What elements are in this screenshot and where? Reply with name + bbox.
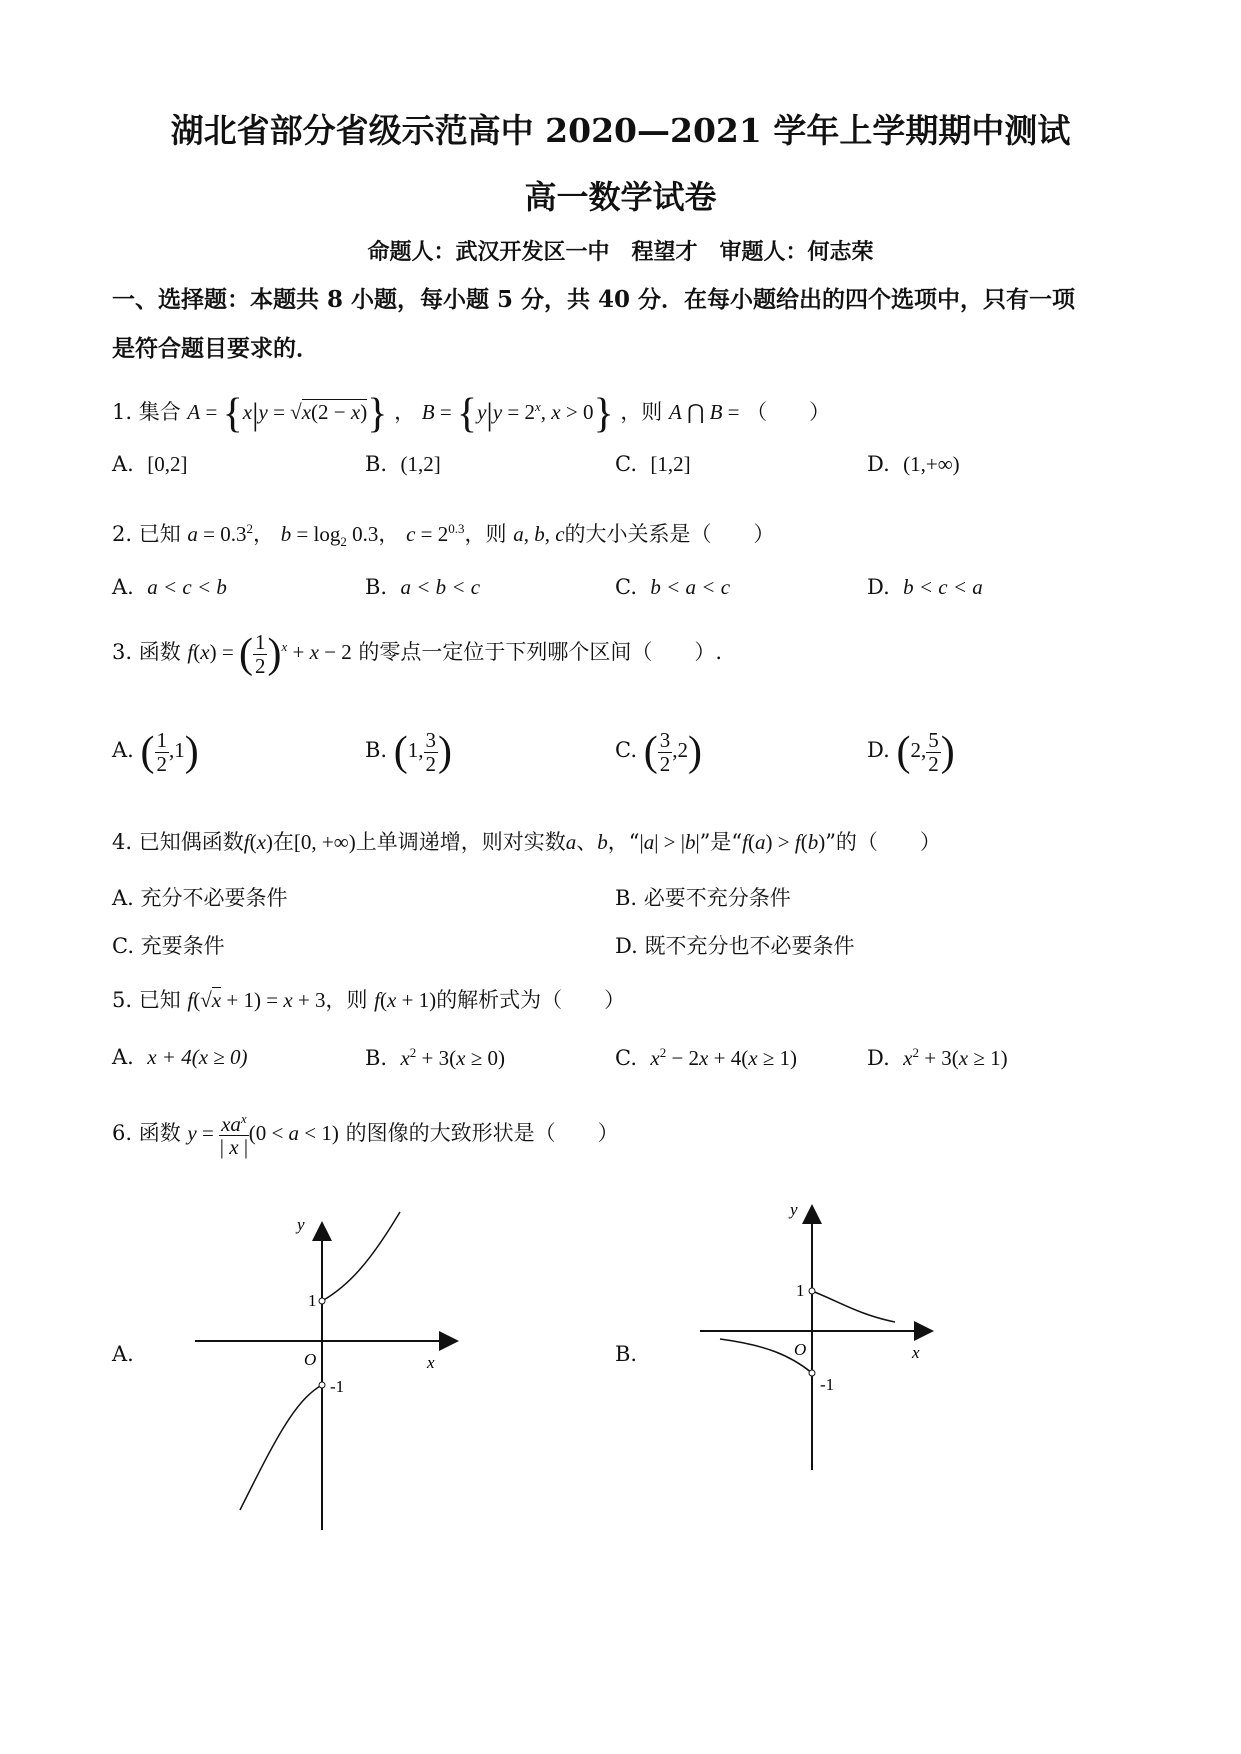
formula-set-a: A = {x|y = √x(2 − x)} (187, 391, 388, 437)
formula-b: $b = \log_2 0.3$ (280, 522, 379, 550)
open-point-neg1 (809, 1370, 815, 1376)
label-x: x (912, 1343, 920, 1362)
question-5: 5. 已知 f(√x + 1) = x + 3，则 f(x + 1)的解析式为（ ） (112, 988, 626, 1012)
open-point-1 (809, 1288, 815, 1294)
curve-right (322, 1212, 400, 1301)
question-number: 5. (112, 988, 133, 1012)
section-heading-line1: 一、选择题：本题共 8 小题，每小题 5 分，共 40 分．在每小题给出的四个选项中，只有一项 (112, 286, 1076, 313)
question-number: 2. (112, 522, 133, 546)
q4-option-a[interactable]: A. 充分不必要条件 (112, 886, 288, 910)
question-1: 1. 集合 A = {x|y = √x(2 − x)} ， $B = \{y|y = 2^x$, x > 0} ，则 A ⋂ B = （ ） (112, 391, 831, 437)
label-one: 1 (796, 1281, 805, 1300)
q1-option-d[interactable]: D. (1,+∞) (867, 452, 960, 476)
formula-c: $c = 2^{0.3}$ (406, 521, 465, 546)
q5-option-c[interactable]: C. $x^2 - 2x + 4(x \ge 1)$ (615, 1045, 798, 1070)
label-y: y (790, 1200, 798, 1219)
q3-option-a[interactable]: A. ( $\frac{1}{2}$ ,1) (112, 728, 199, 776)
q5-option-d[interactable]: D. $x^2 + 3(x \ge 1)$ (867, 1045, 1008, 1070)
label-origin: O (794, 1340, 807, 1359)
exam-subtitle: 高一数学试卷 (524, 178, 717, 216)
curve-left (240, 1385, 322, 1510)
question-stem: 集合 (138, 399, 181, 424)
label-y: y (297, 1215, 305, 1234)
q3-option-d[interactable]: D. (2, $\frac{5}{2}$ ) (867, 728, 955, 776)
q6-option-b[interactable]: B. (615, 1342, 638, 1366)
exam-title: 湖北省部分省级示范高中 2020—2021 学年上学期期中测试 (170, 111, 1071, 150)
formula-f: f(x) = ( $\frac{1}{2}$ )$^x$ + x − 2 (187, 630, 352, 678)
q6-option-a[interactable]: A. (112, 1342, 134, 1366)
q2-option-c[interactable]: C. b < a < c (615, 575, 731, 599)
q3-option-c[interactable]: C. ( $\frac{3}{2}$ ,2) (615, 728, 702, 776)
q2-option-d[interactable]: D. b < c < a (867, 575, 983, 599)
q4-option-d[interactable]: D. 既不充分也不必要条件 (615, 934, 855, 958)
q1-option-b[interactable]: B. (1,2] (365, 452, 441, 476)
label-origin: O (304, 1350, 317, 1369)
curve-right (812, 1291, 895, 1322)
open-point-neg1 (319, 1382, 325, 1388)
question-3: 3. 函数 f(x) = ( $\frac{1}{2}$ )$^x$ + x − 2 的零点一定位于下列哪个区间（ ）. (112, 630, 723, 678)
label-one: 1 (308, 1291, 317, 1310)
label-neg-one: -1 (330, 1377, 345, 1396)
graph-option-a (180, 1200, 480, 1540)
q4-option-b[interactable]: B. 必要不充分条件 (615, 886, 791, 910)
question-number: 1. (112, 399, 133, 424)
section-heading-line2: 是符合题目要求的． (112, 335, 319, 362)
label-neg-one: -1 (820, 1375, 835, 1394)
open-point-1 (319, 1298, 325, 1304)
question-number: 3. (112, 639, 133, 664)
q1-option-a[interactable]: A. [0,2] (112, 452, 188, 476)
question-6: 6. 函数 y = $\frac{xa^x}{| x |}$ (0 < a < 1) 的图像的大致形状是（ ） (112, 1111, 619, 1160)
question-number: 6. (112, 1120, 133, 1145)
q5-option-a[interactable]: A. x + 4(x ≥ 0) (112, 1045, 248, 1069)
formula-a: $a = 0.3^2$ (187, 521, 254, 546)
q3-option-b[interactable]: B. (1, $\frac{3}{2}$ ) (365, 728, 453, 776)
q5-option-b[interactable]: B. $x^2 + 3(x \ge 0)$ (365, 1045, 505, 1070)
q4-option-c[interactable]: C. 充要条件 (112, 934, 225, 958)
question-4: 4. 已知偶函数f(x)在[0, +∞)上单调递增，则对实数a、b，“|a| > |b|”是“f(a) > f(b)”的（ ） (112, 830, 941, 854)
formula-intersection: A ⋂ B = (669, 399, 740, 424)
q1-option-c[interactable]: C. [1,2] (615, 452, 691, 476)
exam-authors: 命题人：武汉开发区一中 程望才 审题人：何志荣 (367, 239, 874, 265)
question-2: 2. 已知 $a = 0.3^2$， $b = \log_2 0.3$， $c = 2^{0.3}$，则 a, b, c的大小关系是（ ） (112, 521, 775, 550)
formula-set-b: $B = \{y|y = 2^x$, x > 0} (421, 391, 614, 437)
label-x: x (427, 1353, 435, 1372)
q2-option-a[interactable]: A. a < c < b (112, 575, 227, 599)
question-number: 4. (112, 830, 133, 854)
q2-option-b[interactable]: B. a < b < c (365, 575, 481, 599)
graph-option-b (690, 1190, 950, 1490)
